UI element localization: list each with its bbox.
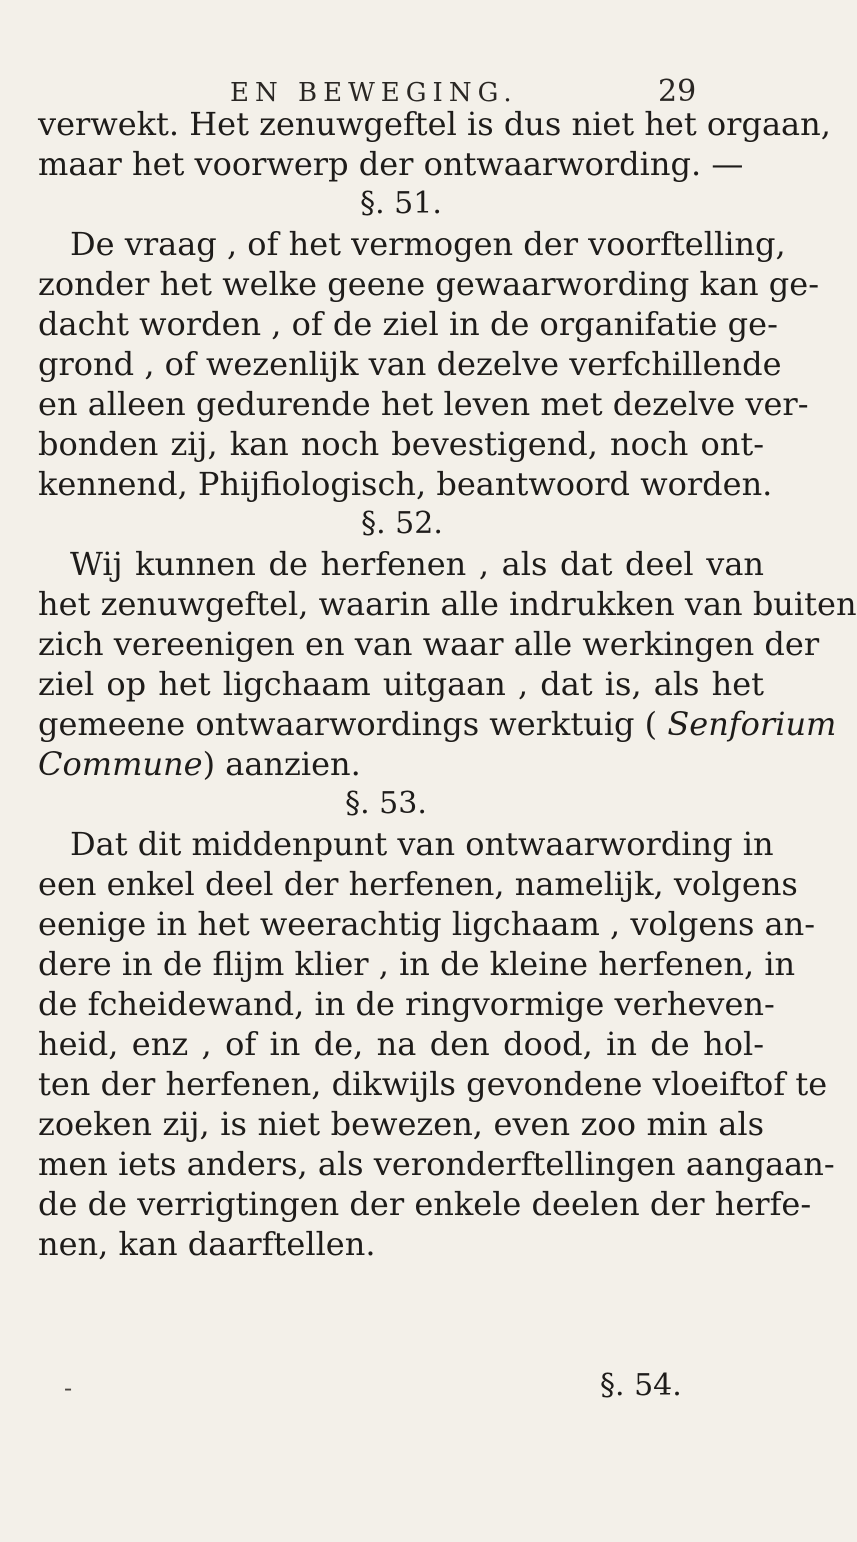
text-line: heid, enz , of in de, na den dood, in de hol- — [38, 1025, 764, 1063]
latin-term: Commune — [38, 745, 203, 783]
running-title: EN BEWEGING. — [230, 78, 518, 108]
text-span: ) aanzien. — [202, 745, 361, 783]
page-number: 29 — [658, 74, 697, 109]
text-line: ziel op het ligchaam uitgaan , dat is, als het — [38, 665, 764, 703]
print-mark: - — [64, 1374, 73, 1402]
text-line: de fcheidewand, in de ringvormige verheven- — [38, 985, 775, 1023]
catchword: §. 54. — [600, 1368, 682, 1403]
text-line: maar het voorwerp der ontwaarwording. — — [38, 145, 744, 183]
text-line: ten der herfenen, dikwijls gevondene vloeiftof te — [38, 1065, 828, 1103]
text-line: dere in de flijm klier , in de kleine herfenen, in — [38, 945, 796, 983]
text-line — [38, 744, 764, 784]
section-heading-52: §. 52. — [361, 506, 443, 541]
body-text — [38, 104, 857, 1264]
text-line: zoeken zij, is niet bewezen, even zoo min als — [38, 1105, 764, 1143]
text-line: grond , of wezenlijk van dezelve verfchillende — [38, 345, 782, 383]
text-line: men iets anders, als veronderftellingen aangaan- — [38, 1145, 835, 1183]
text-line: zonder het welke geene gewaarwording kan ge- — [38, 265, 820, 303]
text-line: een enkel deel der herfenen, namelijk, volgens — [38, 865, 798, 903]
section-heading-53: §. 53. — [345, 786, 427, 821]
text-line: zich vereenigen en van waar alle werkingen der — [38, 625, 820, 663]
text-line: het zenuwgeftel, waarin alle indrukken van buiten — [38, 585, 857, 623]
text-line — [38, 704, 837, 744]
text-line: Wij kunnen de herfenen , als dat deel van — [70, 545, 764, 583]
text-line: dacht worden , of de ziel in de organifatie ge- — [38, 305, 778, 343]
text-span: gemeene ontwaarwordings werktuig ( — [38, 705, 658, 743]
text-line: de de verrigtingen der enkele deelen der herfe- — [38, 1185, 812, 1223]
text-line: verwekt. Het zenuwgeftel is dus niet het orgaan, — [38, 105, 831, 143]
text-line: en alleen gedurende het leven met dezelve ver- — [38, 385, 809, 423]
text-line: Dat dit middenpunt van ontwaarwording in — [70, 825, 774, 863]
text-line: eenige in het weerachtig ligchaam , volgens an- — [38, 905, 816, 943]
latin-term: Senforium — [667, 705, 837, 743]
section-heading-51: §. 51. — [360, 186, 442, 221]
text-line: kennend, Phijfiologisch, beantwoord worden. — [38, 465, 773, 503]
text-line: bonden zij, kan noch bevestigend, noch ont- — [38, 425, 764, 463]
text-line: De vraag , of het vermogen der voorftelling, — [70, 225, 786, 263]
text-line: nen, kan daarftellen. — [38, 1225, 376, 1263]
